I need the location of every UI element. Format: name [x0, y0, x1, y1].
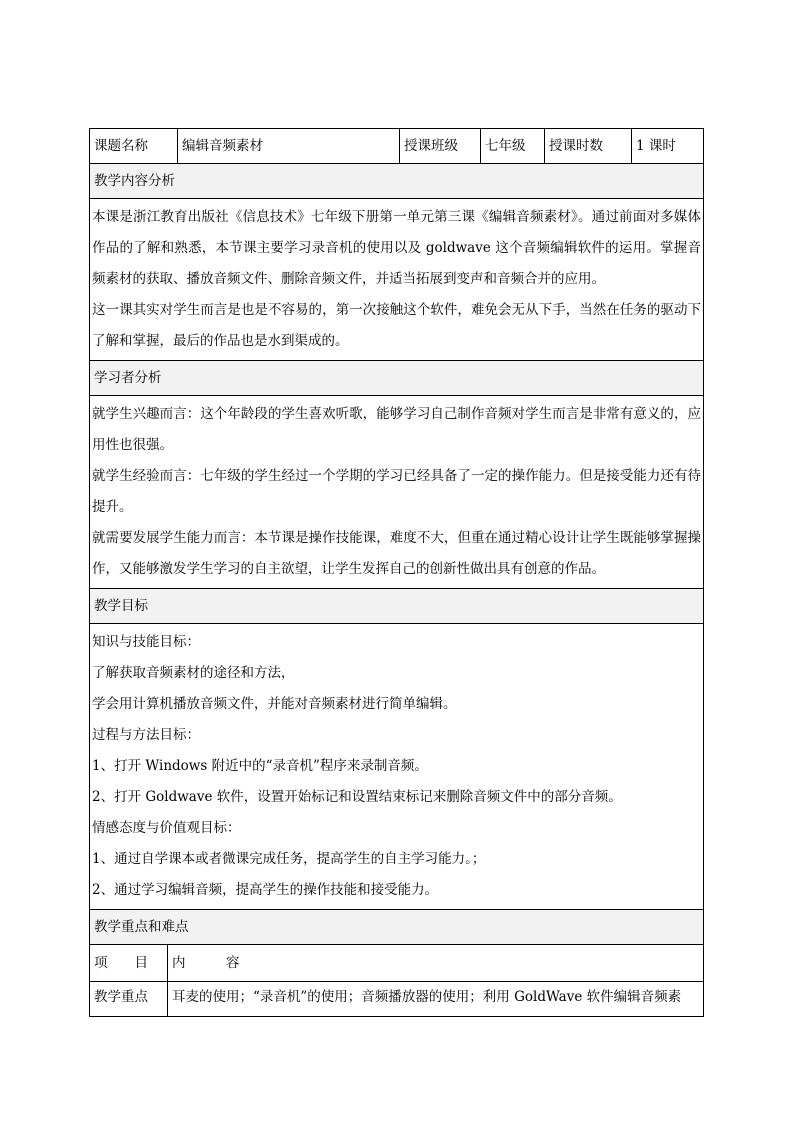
objective-line: 学会用计算机播放音频文件，并能对音频素材进行简单编辑。 [92, 696, 457, 712]
key-points-row-label: 教学重点 [90, 982, 168, 1017]
hours-value: 1 课时 [632, 129, 704, 164]
topic-value: 编辑音频素材 [178, 129, 400, 164]
objectives-row [90, 624, 704, 910]
learner-analysis-paragraph: 就学生经验而言：七年级的学生经过一个学期的学习已经具备了一定的操作能力。但是接受能力还有待提升。 [92, 468, 701, 515]
key-points-row [90, 982, 704, 1017]
topic-label: 课题名称 [90, 129, 178, 164]
learner-analysis-paragraph: 就学生兴趣而言：这个年龄段的学生喜欢听歌，能够学习自己制作音频对学生而言是非常有意义的，应用性也很强。 [92, 406, 701, 453]
key-points-heading-row [90, 910, 704, 945]
objective-line: 情感态度与价值观目标： [92, 820, 241, 836]
key-points-content-header: 内 容 [168, 945, 704, 982]
learner-analysis-paragraph: 就需要发展学生能力而言：本节课是操作技能课，难度不大，但重在通过精心设计让学生既能够掌握操作，又能够激发学生学习的自主欲望，让学生发挥自己的创新性做出具有创意的作品。 [92, 530, 701, 577]
key-points-item-header: 项 目 [90, 945, 168, 982]
objective-line: 2、通过学习编辑音频，提高学生的操作技能和接受能力。 [92, 882, 439, 898]
key-points-columns-row [90, 945, 704, 982]
content-analysis-row [90, 199, 704, 361]
learner-analysis-body [90, 396, 704, 589]
key-points-title: 教学重点和难点 [90, 910, 704, 945]
objective-line: 2、打开 Goldwave 软件，设置开始标记和设置结束标记来删除音频文件中的部分音频。 [92, 789, 622, 805]
objectives-heading-row [90, 589, 704, 624]
learner-analysis-heading-row [90, 361, 704, 396]
content-analysis-paragraph: 这一课其实对学生而言是也是不容易的，第一次接触这个软件，难免会无从下手，当然在任务的驱动下了解和掌握，最后的作品也是水到渠成的。 [92, 302, 701, 349]
learner-analysis-title: 学习者分析 [90, 361, 704, 396]
hours-label: 授课时数 [545, 129, 632, 164]
content-analysis-paragraph: 本课是浙江教育出版社《信息技术》七年级下册第一单元第三课《编辑音频素材》。通过前面对多媒体作品的了解和熟悉，本节课主要学习录音机的使用以及 goldwave 这个音频编辑软件的运用。掌握音频素材的获取、播放音频文件、删除音频文件，并适当拓展到变声和音频合并的应用。 [92, 209, 701, 287]
class-value: 七年级 [481, 129, 545, 164]
objective-line: 了解获取音频素材的途径和方法， [92, 665, 295, 681]
key-points-row-content: 耳麦的使用；“录音机”的使用；音频播放器的使用；利用 GoldWave 软件编辑音频素 [168, 982, 704, 1017]
objective-line: 过程与方法目标： [92, 727, 200, 743]
class-label: 授课班级 [400, 129, 481, 164]
learner-analysis-row [90, 396, 704, 589]
header-row [90, 129, 704, 164]
objective-line: 知识与技能目标： [92, 634, 200, 650]
objectives-title: 教学目标 [90, 589, 704, 624]
content-analysis-title: 教学内容分析 [90, 164, 704, 199]
content-analysis-heading-row [90, 164, 704, 199]
content-analysis-body [90, 199, 704, 361]
objectives-body [90, 624, 704, 910]
lesson-plan-table [89, 128, 704, 1017]
objective-line: 1、通过自学课本或者微课完成任务，提高学生的自主学习能力。； [92, 851, 486, 867]
objective-line: 1、打开 Windows 附近中的“录音机”程序来录制音频。 [92, 758, 428, 774]
